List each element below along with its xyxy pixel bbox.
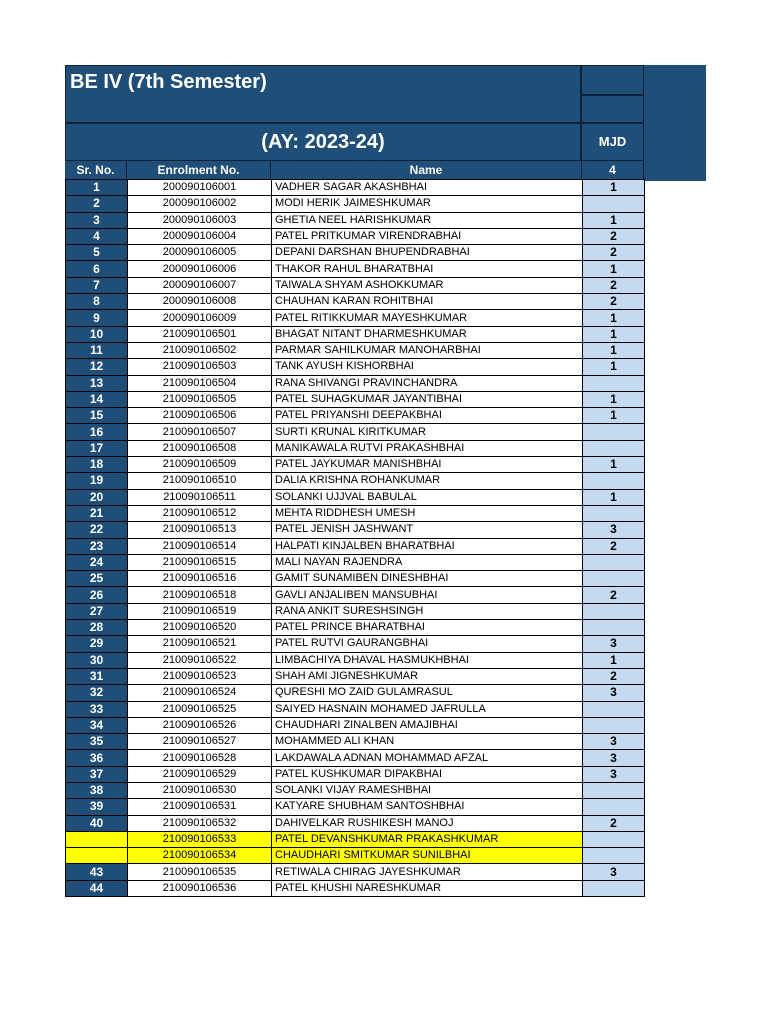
name-cell[interactable]: GHETIA NEEL HARISHKUMAR (272, 212, 583, 228)
table-row (66, 408, 645, 424)
enrolment-cell[interactable]: 210090106521 (128, 636, 272, 652)
enrolment-cell[interactable]: 210090106522 (128, 652, 272, 668)
enrolment-cell[interactable]: 210090106528 (128, 750, 272, 766)
mjd-value-cell[interactable] (583, 701, 645, 717)
sr-no-cell[interactable]: 2 (66, 196, 128, 212)
table-row (66, 815, 645, 831)
table-row (66, 457, 645, 473)
sr-no-cell[interactable]: 36 (66, 750, 128, 766)
mjd-value-cell[interactable]: 2 (583, 245, 645, 261)
sr-no-cell[interactable]: 37 (66, 766, 128, 782)
table-row (66, 734, 645, 750)
name-cell[interactable]: HALPATI KINJALBEN BHARATBHAI (272, 538, 583, 554)
enrolment-cell[interactable]: 210090106511 (128, 489, 272, 505)
name-cell[interactable]: MOHAMMED ALI KHAN (272, 734, 583, 750)
mjd-value-cell[interactable] (583, 799, 645, 815)
table-row (66, 603, 645, 619)
table-row (66, 196, 645, 212)
mjd-value-cell[interactable]: 2 (583, 277, 645, 293)
header-blank-cell-1[interactable] (581, 65, 644, 95)
sr-no-cell[interactable]: 26 (66, 587, 128, 603)
sr-no-cell[interactable]: 40 (66, 815, 128, 831)
sr-no-cell[interactable]: 39 (66, 799, 128, 815)
name-cell[interactable]: PATEL RUTVI GAURANGBHAI (272, 636, 583, 652)
enrolment-cell[interactable]: 210090106519 (128, 603, 272, 619)
enrolment-cell[interactable]: 200090106009 (128, 310, 272, 326)
header-blank-cell-2[interactable] (581, 95, 644, 123)
enrolment-cell[interactable]: 200090106003 (128, 212, 272, 228)
mjd-value-cell[interactable] (583, 848, 645, 864)
name-cell[interactable]: PATEL JENISH JASHWANT (272, 522, 583, 538)
name-cell[interactable]: PATEL JAYKUMAR MANISHBHAI (272, 457, 583, 473)
enrolment-cell[interactable]: 210090106501 (128, 326, 272, 342)
mjd-value-cell[interactable]: 2 (583, 587, 645, 603)
column-header-name[interactable]: Name (271, 161, 582, 179)
table-row (66, 261, 645, 277)
sr-no-cell[interactable]: 38 (66, 782, 128, 798)
mjd-value-cell[interactable]: 3 (583, 685, 645, 701)
table-row (66, 489, 645, 505)
sr-no-cell[interactable]: 25 (66, 571, 128, 587)
enrolment-cell[interactable]: 210090106515 (128, 554, 272, 570)
sr-no-cell[interactable]: 31 (66, 668, 128, 684)
name-cell[interactable]: PARMAR SAHILKUMAR MANOHARBHAI (272, 342, 583, 358)
mjd-value-cell[interactable]: 1 (583, 652, 645, 668)
column-header-enrolment-no[interactable]: Enrolment No. (127, 161, 271, 179)
table-row (66, 522, 645, 538)
name-cell[interactable]: MODI HERIK JAIMESHKUMAR (272, 196, 583, 212)
sr-no-cell[interactable]: 30 (66, 652, 128, 668)
mjd-value-cell[interactable]: 2 (583, 228, 645, 244)
name-cell[interactable]: RETIWALA CHIRAG JAYESHKUMAR (272, 864, 583, 880)
name-cell[interactable]: DAHIVELKAR RUSHIKESH MANOJ (272, 815, 583, 831)
table-row (66, 571, 645, 587)
sr-no-cell[interactable]: 20 (66, 489, 128, 505)
mjd-value-cell[interactable]: 1 (583, 326, 645, 342)
sr-no-cell[interactable]: 17 (66, 440, 128, 456)
enrolment-cell[interactable]: 210090106527 (128, 734, 272, 750)
sr-no-cell[interactable]: 3 (66, 212, 128, 228)
sr-no-cell[interactable]: 19 (66, 473, 128, 489)
sr-no-cell[interactable]: 22 (66, 522, 128, 538)
sr-no-cell[interactable]: 41 (66, 831, 128, 847)
enrolment-cell[interactable]: 210090106503 (128, 359, 272, 375)
mjd-value-cell[interactable]: 2 (583, 668, 645, 684)
name-cell[interactable]: RANA ANKIT SURESHSINGH (272, 603, 583, 619)
mjd-value-cell[interactable]: 2 (583, 538, 645, 554)
table-row (66, 587, 645, 603)
enrolment-cell[interactable]: 210090106523 (128, 668, 272, 684)
enrolment-cell[interactable]: 210090106513 (128, 522, 272, 538)
table-row (66, 717, 645, 733)
enrolment-cell[interactable]: 210090106525 (128, 701, 272, 717)
table-row (66, 636, 645, 652)
sr-no-cell[interactable]: 6 (66, 261, 128, 277)
mjd-value-cell[interactable]: 1 (583, 408, 645, 424)
mjd-value-cell[interactable]: 1 (583, 310, 645, 326)
enrolment-cell[interactable]: 200090106002 (128, 196, 272, 212)
name-cell[interactable]: SAIYED HASNAIN MOHAMED JAFRULLA (272, 701, 583, 717)
sr-no-cell[interactable]: 15 (66, 408, 128, 424)
name-cell[interactable]: PATEL PRINCE BHARATBHAI (272, 620, 583, 636)
table-row (66, 701, 645, 717)
enrolment-cell[interactable]: 210090106532 (128, 815, 272, 831)
student-table-body (66, 180, 645, 897)
name-cell[interactable]: RANA SHIVANGI PRAVINCHANDRA (272, 375, 583, 391)
table-row (66, 538, 645, 554)
sr-no-cell[interactable]: 42 (66, 848, 128, 864)
name-cell[interactable]: DEPANI DARSHAN BHUPENDRABHAI (272, 245, 583, 261)
mjd-value-cell[interactable]: 3 (583, 636, 645, 652)
sheet-title: BE IV (7th Semester) (70, 71, 267, 93)
table-row (66, 799, 645, 815)
mjd-value-cell[interactable] (583, 196, 645, 212)
name-cell[interactable]: PATEL SUHAGKUMAR JAYANTIBHAI (272, 391, 583, 407)
name-cell[interactable]: PATEL KUSHKUMAR DIPAKBHAI (272, 766, 583, 782)
enrolment-cell[interactable]: 200090106004 (128, 228, 272, 244)
sr-no-cell[interactable]: 1 (66, 180, 128, 196)
table-row (66, 620, 645, 636)
table-row (66, 766, 645, 782)
sr-no-cell[interactable]: 35 (66, 734, 128, 750)
enrolment-cell[interactable]: 210090106502 (128, 342, 272, 358)
name-cell[interactable]: SOLANKI UJJVAL BABULAL (272, 489, 583, 505)
mjd-value-cell[interactable] (583, 620, 645, 636)
sr-no-cell[interactable]: 27 (66, 603, 128, 619)
name-cell[interactable]: CHAUDHARI ZINALBEN AMAJIBHAI (272, 717, 583, 733)
mjd-value-cell[interactable] (583, 571, 645, 587)
sr-no-cell[interactable]: 44 (66, 880, 128, 896)
mjd-value-cell[interactable]: 1 (583, 457, 645, 473)
mjd-value-cell[interactable]: 3 (583, 766, 645, 782)
sr-no-cell[interactable]: 8 (66, 294, 128, 310)
mjd-value-cell[interactable]: 3 (583, 864, 645, 880)
name-cell[interactable]: MALI NAYAN RAJENDRA (272, 554, 583, 570)
enrolment-cell[interactable]: 210090106516 (128, 571, 272, 587)
name-cell[interactable]: CHAUDHARI SMITKUMAR SUNILBHAI (272, 848, 583, 864)
academic-year-cell[interactable]: (AY: 2023-24) (65, 123, 581, 161)
sr-no-cell[interactable]: 9 (66, 310, 128, 326)
table-row (66, 342, 645, 358)
sr-no-cell[interactable]: 21 (66, 505, 128, 521)
mjd-value-cell[interactable]: 3 (583, 750, 645, 766)
sr-no-cell[interactable]: 28 (66, 620, 128, 636)
name-cell[interactable]: MANIKAWALA RUTVI PRAKASHBHAI (272, 440, 583, 456)
sr-no-cell[interactable]: 7 (66, 277, 128, 293)
table-row (66, 831, 645, 847)
subject-code-cell[interactable]: MJD (581, 123, 644, 161)
table-row (66, 228, 645, 244)
mjd-value-cell[interactable]: 1 (583, 359, 645, 375)
mjd-value-cell[interactable]: 1 (583, 261, 645, 277)
enrolment-cell[interactable]: 210090106510 (128, 473, 272, 489)
sr-no-cell[interactable]: 18 (66, 457, 128, 473)
mjd-value-cell[interactable]: 1 (583, 212, 645, 228)
table-row (66, 180, 645, 196)
name-cell[interactable]: THAKOR RAHUL BHARATBHAI (272, 261, 583, 277)
enrolment-cell[interactable]: 210090106506 (128, 408, 272, 424)
sr-no-cell[interactable]: 29 (66, 636, 128, 652)
enrolment-cell[interactable]: 200090106008 (128, 294, 272, 310)
sr-no-cell[interactable]: 13 (66, 375, 128, 391)
name-cell[interactable]: MEHTA RIDDHESH UMESH (272, 505, 583, 521)
enrolment-cell[interactable]: 210090106533 (128, 831, 272, 847)
enrolment-cell[interactable]: 210090106507 (128, 424, 272, 440)
table-row (66, 880, 645, 896)
name-cell[interactable]: PATEL PRIYANSHI DEEPAKBHAI (272, 408, 583, 424)
enrolment-cell[interactable]: 210090106509 (128, 457, 272, 473)
enrolment-cell[interactable]: 210090106534 (128, 848, 272, 864)
mjd-value-cell[interactable] (583, 505, 645, 521)
mjd-value-cell[interactable] (583, 424, 645, 440)
name-cell[interactable]: DALIA KRISHNA ROHANKUMAR (272, 473, 583, 489)
sr-no-cell[interactable]: 43 (66, 864, 128, 880)
column-header-sr-no[interactable]: Sr. No. (65, 161, 127, 179)
mjd-value-cell[interactable]: 1 (583, 342, 645, 358)
name-cell[interactable]: TAIWALA SHYAM ASHOKKUMAR (272, 277, 583, 293)
mjd-value-cell[interactable] (583, 375, 645, 391)
name-cell[interactable]: PATEL KHUSHI NARESHKUMAR (272, 880, 583, 896)
enrolment-cell[interactable]: 210090106514 (128, 538, 272, 554)
table-row (66, 750, 645, 766)
table-row (66, 848, 645, 864)
name-cell[interactable]: SOLANKI VIJAY RAMESHBHAI (272, 782, 583, 798)
name-cell[interactable]: LIMBACHIYA DHAVAL HASMUKHBHAI (272, 652, 583, 668)
sr-no-cell[interactable]: 5 (66, 245, 128, 261)
table-row (66, 310, 645, 326)
table-row (66, 245, 645, 261)
mjd-value-cell[interactable]: 2 (583, 815, 645, 831)
table-row (66, 212, 645, 228)
enrolment-cell[interactable]: 210090106512 (128, 505, 272, 521)
sr-no-cell[interactable]: 16 (66, 424, 128, 440)
header-extension-block (644, 65, 706, 181)
enrolment-cell[interactable]: 210090106524 (128, 685, 272, 701)
name-cell[interactable]: GAMIT SUNAMIBEN DINESHBHAI (272, 571, 583, 587)
mjd-value-cell[interactable] (583, 603, 645, 619)
table-row (66, 440, 645, 456)
enrolment-cell[interactable]: 210090106504 (128, 375, 272, 391)
enrolment-cell[interactable]: 210090106531 (128, 799, 272, 815)
mjd-value-cell[interactable]: 3 (583, 734, 645, 750)
table-row (66, 424, 645, 440)
name-cell[interactable]: PATEL DEVANSHKUMAR PRAKASHKUMAR (272, 831, 583, 847)
name-cell[interactable]: SURTI KRUNAL KIRITKUMAR (272, 424, 583, 440)
table-row (66, 554, 645, 570)
column-header-subject-value[interactable]: 4 (582, 161, 644, 179)
sr-no-cell[interactable]: 12 (66, 359, 128, 375)
name-cell[interactable]: CHAUHAN KARAN ROHITBHAI (272, 294, 583, 310)
enrolment-cell[interactable]: 200090106006 (128, 261, 272, 277)
sr-no-cell[interactable]: 24 (66, 554, 128, 570)
enrolment-cell[interactable]: 210090106508 (128, 440, 272, 456)
sr-no-cell[interactable]: 4 (66, 228, 128, 244)
sr-no-cell[interactable]: 23 (66, 538, 128, 554)
mjd-value-cell[interactable] (583, 473, 645, 489)
mjd-value-cell[interactable] (583, 717, 645, 733)
table-row (66, 375, 645, 391)
enrolment-cell[interactable]: 210090106505 (128, 391, 272, 407)
sr-no-cell[interactable]: 33 (66, 701, 128, 717)
enrolment-cell[interactable]: 200090106001 (128, 180, 272, 196)
mjd-value-cell[interactable]: 1 (583, 391, 645, 407)
enrolment-cell[interactable]: 200090106007 (128, 277, 272, 293)
mjd-value-cell[interactable] (583, 880, 645, 896)
sr-no-cell[interactable]: 11 (66, 342, 128, 358)
sr-no-cell[interactable]: 32 (66, 685, 128, 701)
table-row (66, 505, 645, 521)
enrolment-cell[interactable]: 210090106520 (128, 620, 272, 636)
sr-no-cell[interactable]: 14 (66, 391, 128, 407)
table-row (66, 668, 645, 684)
mjd-value-cell[interactable]: 2 (583, 294, 645, 310)
enrolment-cell[interactable]: 210090106529 (128, 766, 272, 782)
mjd-value-cell[interactable] (583, 831, 645, 847)
table-row (66, 359, 645, 375)
table-row (66, 652, 645, 668)
name-cell[interactable]: BHAGAT NITANT DHARMESHKUMAR (272, 326, 583, 342)
name-cell[interactable]: PATEL RITIKKUMAR MAYESHKUMAR (272, 310, 583, 326)
name-cell[interactable]: TANK AYUSH KISHORBHAI (272, 359, 583, 375)
table-row (66, 782, 645, 798)
mjd-value-cell[interactable] (583, 782, 645, 798)
name-cell[interactable]: VADHER SAGAR AKASHBHAI (272, 180, 583, 196)
name-cell[interactable]: PATEL PRITKUMAR VIRENDRABHAI (272, 228, 583, 244)
mjd-value-cell[interactable] (583, 554, 645, 570)
enrolment-cell[interactable]: 210090106535 (128, 864, 272, 880)
enrolment-cell[interactable]: 200090106005 (128, 245, 272, 261)
mjd-value-cell[interactable]: 3 (583, 522, 645, 538)
mjd-value-cell[interactable] (583, 440, 645, 456)
name-cell[interactable]: LAKDAWALA ADNAN MOHAMMAD AFZAL (272, 750, 583, 766)
table-row (66, 294, 645, 310)
enrolment-cell[interactable]: 210090106536 (128, 880, 272, 896)
table-row (66, 391, 645, 407)
table-row (66, 685, 645, 701)
enrolment-cell[interactable]: 210090106530 (128, 782, 272, 798)
table-row (66, 277, 645, 293)
sr-no-cell[interactable]: 10 (66, 326, 128, 342)
title-cell[interactable] (65, 65, 581, 123)
student-table (65, 179, 645, 897)
mjd-value-cell[interactable]: 1 (583, 489, 645, 505)
sr-no-cell[interactable]: 34 (66, 717, 128, 733)
table-row (66, 864, 645, 880)
name-cell[interactable]: KATYARE SHUBHAM SANTOSHBHAI (272, 799, 583, 815)
name-cell[interactable]: SHAH AMI JIGNESHKUMAR (272, 668, 583, 684)
name-cell[interactable]: QURESHI MO ZAID GULAMRASUL (272, 685, 583, 701)
name-cell[interactable]: GAVLI ANJALIBEN MANSUBHAI (272, 587, 583, 603)
enrolment-cell[interactable]: 210090106518 (128, 587, 272, 603)
table-row (66, 473, 645, 489)
mjd-value-cell[interactable]: 1 (583, 180, 645, 196)
enrolment-cell[interactable]: 210090106526 (128, 717, 272, 733)
table-row (66, 326, 645, 342)
